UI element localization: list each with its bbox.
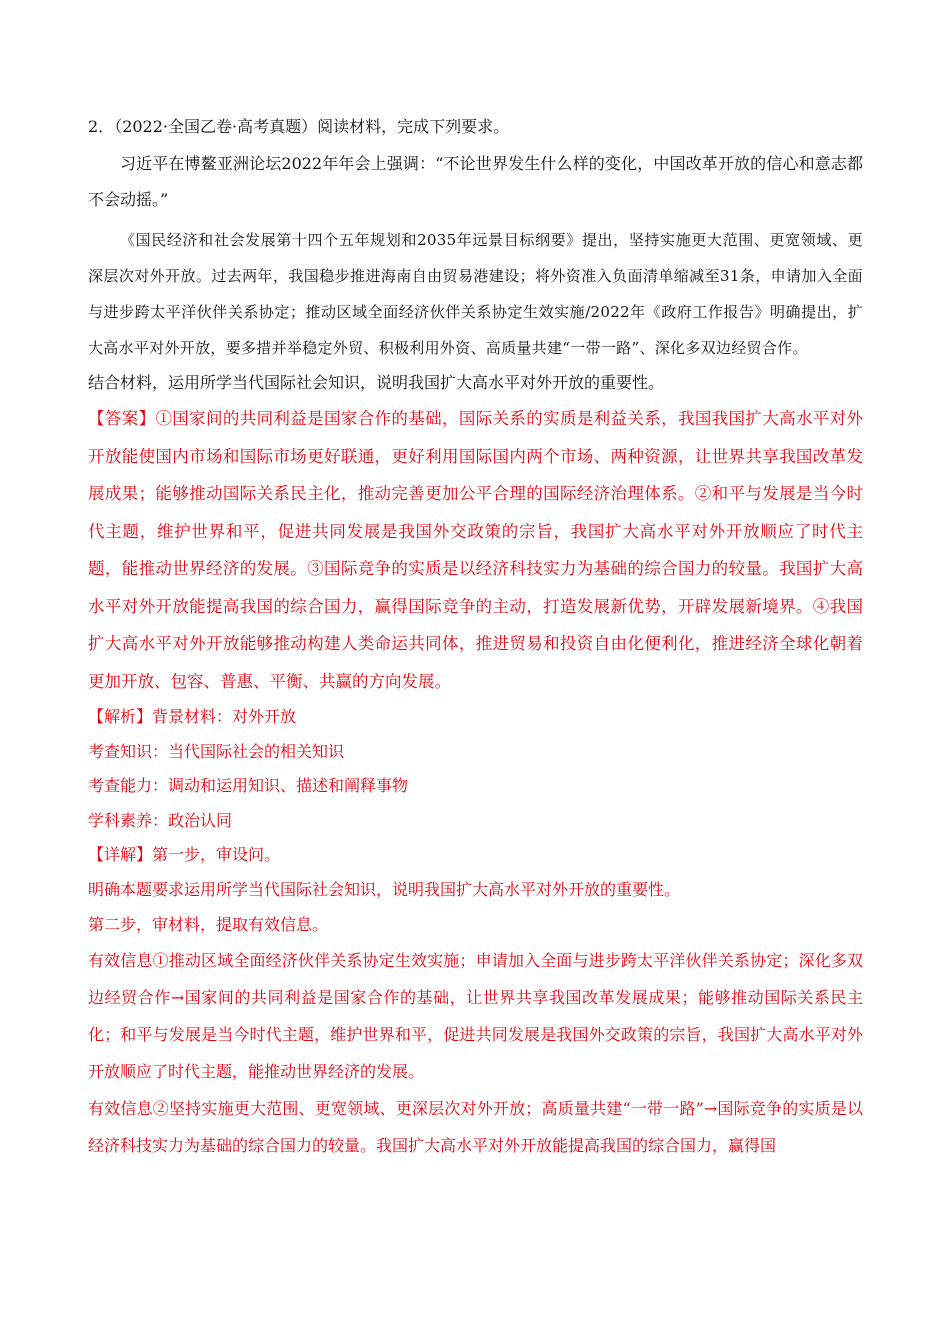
detail-step2: 第二步，审材料，提取有效信息。	[88, 914, 329, 934]
question-number: 2．	[88, 117, 115, 136]
analysis-ability: 考查能力：调动和运用知识、描述和阐释事物	[88, 776, 409, 796]
analysis-background	[88, 700, 863, 735]
detail-step1-text: 第一步，审设问。	[152, 845, 281, 865]
detail-step1	[88, 838, 863, 873]
analysis-tag: 【解析】	[88, 707, 153, 726]
analysis-knowledge: 考查知识：当代国际社会的相关知识	[88, 741, 345, 761]
answer-text: ①国家间的共同利益是国家合作的基础，国际关系的实质是利益关系，我国我国扩大高水平对外开放能使国内市场和国际市场更好联通，更好利用国际国内两个市场、两种资源，让世界共享我国改革发展成果；能够推动国际关系民主化，推动完善更加公平合理的国际经济治理体系。②和平与发展是当今时代主题，维护世界和平，促进共同发展是我国外交政策的宗旨，我国扩大高水平对外开放顺应了时代主题，能推动世界经济的发展。③国际竞争的实质是以经济科技实力为基础的综合国力的较量。我国扩大高水平对外开放能提高我国的综合国力，赢得国际竞争的主动，打造发展新优势，开辟发展新境界。④我国扩大高水平对外开放能够推动构建人类命运共同体，推进贸易和投资自由化便利化，推进经济全球化朝着更加开放、包容、普惠、平衡、共赢的方向发展。	[88, 409, 864, 691]
analysis-literacy: 学科素养：政治认同	[88, 810, 233, 830]
detail-info-2: 有效信息②坚持实施更大范围、更宽领域、更深层次对外开放；高质量共建“一带一路”→国际竞争的实质是以经济科技实力为基础的综合国力的较量。我国扩大高水平对外开放能提高我国的综合国力，赢得国	[88, 1099, 863, 1156]
answer-tag: 【答案】	[88, 409, 156, 428]
document-page	[88, 112, 863, 1164]
material-paragraph-1: 习近平在博鳌亚洲论坛2022年年会上强调：“不论世界发生什么样的变化，中国改革开放的信心和意志都不会动摇。”	[88, 154, 863, 209]
analysis-background-text: 背景材料：对外开放	[152, 707, 297, 726]
question-title	[88, 112, 863, 142]
material-paragraph-2: 《国民经济和社会发展第十四个五年规划和2035年远景目标纲要》提出，坚持实施更大范围、更宽领域、更深层次对外开放。过去两年，我国稳步推进海南自由贸易港建设；将外资准入负面清单缩减至31条，申请加入全面与进步跨太平洋伙伴关系协定；推动区域全面经济伙伴关系协定生效实施/2022年《政府工作报告》明确提出，扩大高水平对外开放，要多措并举稳定外贸、积极利用外资、高质量共建“一带一路”、深化多双边经贸合作。	[88, 231, 863, 357]
question-source: （2022·全国乙卷·高考真题）	[114, 117, 318, 136]
task-requirement: 结合材料，运用所学当代国际社会知识，说明我国扩大高水平对外开放的重要性。	[88, 373, 665, 392]
answer-block	[88, 400, 863, 700]
detail-info-1: 有效信息①推动区域全面经济伙伴关系协定生效实施；申请加入全面与进步跨太平洋伙伴关系协定；深化多双边经贸合作→国家间的共同利益是国家合作的基础，让世界共享我国改革发展成果；能够推动国际关系民主化；和平与发展是当今时代主题，维护世界和平，促进共同发展是我国外交政策的宗旨，我国扩大高水平对外开放顺应了时代主题，能推动世界经济的发展。	[88, 951, 863, 1082]
detail-step1-explanation: 明确本题要求运用所学当代国际社会知识，说明我国扩大高水平对外开放的重要性。	[88, 879, 681, 899]
detail-tag: 【详解】	[88, 845, 153, 865]
question-prompt: 阅读材料，完成下列要求。	[317, 117, 510, 136]
